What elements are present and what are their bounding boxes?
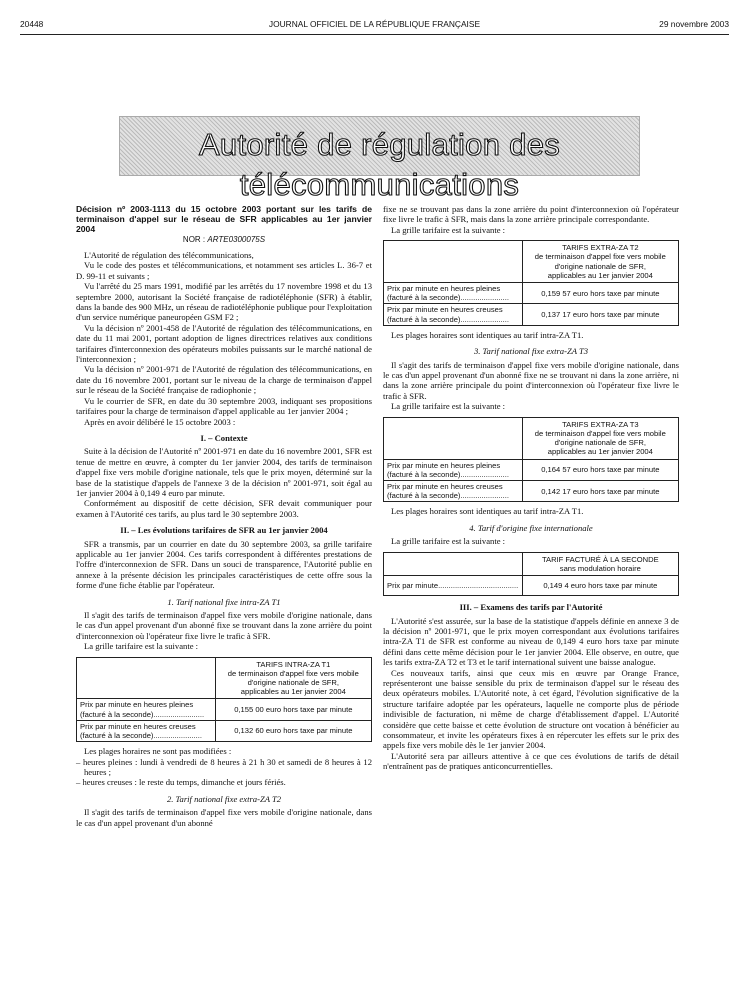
table-header-desc: de terminaison d'appel fixe vers mobile d'origine nationale de SFR, bbox=[534, 252, 666, 271]
row-label: Prix par minute en heures pleines (facturé à la seconde)........................ bbox=[77, 699, 216, 720]
table-header bbox=[215, 657, 371, 699]
paragraph: Vu la décision nº 2001-458 de l'Autorité de régulation des télécommunications, en date du 11 mai 2001, portant adoption de lignes directrices relatives aux conditions tarifaires d'interconnexion des opérateurs mobiles puissants sur le marché national de l'interconnexion ; bbox=[76, 322, 372, 365]
time-slots-list bbox=[76, 757, 372, 788]
table-row bbox=[384, 304, 679, 325]
section-heading: III. – Examens des tarifs par l'Autorité bbox=[459, 602, 603, 613]
table-row bbox=[384, 480, 679, 501]
tariff-table-international bbox=[383, 552, 679, 597]
paragraph: La grille tarifaire est la suivante : bbox=[84, 641, 199, 652]
paragraph: Vu le code des postes et télécommunications, et notamment ses articles L. 36-7 et D. 99-11 et suivants ; bbox=[76, 260, 372, 281]
tariff-table-t1 bbox=[76, 657, 372, 743]
table-header-desc: de terminaison d'appel fixe vers mobile d'origine nationale de SFR, bbox=[227, 668, 359, 688]
table-row bbox=[384, 283, 679, 304]
section-heading: I. – Contexte bbox=[200, 432, 248, 443]
section-banner bbox=[119, 116, 640, 202]
right-column bbox=[383, 204, 679, 772]
row-value: 0,164 57 euro hors taxe par minute bbox=[522, 459, 678, 480]
table-header-date: applicables au 1er janvier 2004 bbox=[547, 270, 653, 280]
table-header-date: applicables au 1er janvier 2004 bbox=[547, 447, 653, 457]
paragraph: Vu le courrier de SFR, en date du 30 septembre 2003, indiquant ses propositions tarifaires pour la charge de terminaison d'appel applicable au 1er janvier 2004 ; bbox=[76, 395, 372, 417]
table-blank-cell bbox=[384, 241, 523, 283]
paragraph: Suite à la décision de l'Autorité nº 2001-971 en date du 16 novembre 2001, SFR est tenue de mettre en œuvre, à compter du 1er janvier 2004, des tarifs de terminaison d'appel fixe vers mobile d'origine nationale, tels que le prix moyen, déterminé sur la base de la statistique d'appels de l'annexe 3 de la décision nº 2001-971, soit égal au 1er janvier 2004 à 0,149 4 euro par minute. bbox=[76, 446, 372, 498]
tariff-table-t2 bbox=[383, 240, 679, 326]
row-label: Prix par minute en heures pleines (facturé à la seconde)....................... bbox=[384, 459, 523, 480]
tariff-table-t3 bbox=[383, 417, 679, 503]
table-header-title: TARIFS EXTRA-ZA T3 bbox=[562, 419, 639, 429]
table-blank-cell bbox=[384, 417, 523, 459]
row-label: Prix par minute en heures creuses (facturé à la seconde)....................... bbox=[384, 304, 523, 325]
paragraph: SFR a transmis, par un courrier en date du 30 septembre 2003, sa grille tarifaire applicable au 1er janvier 2004. Ces tarifs correspondent à différentes prestations de l'offre d'interconnexion de SFR. Dans un souci de transparence, l'Autorité publie en annexe à la présente décision les principales caractéristiques de cette offre sous la forme d'une fiche établie par l'opérateur. bbox=[76, 538, 372, 591]
paragraph: Il s'agit des tarifs de terminaison d'appel fixe vers mobile d'origine nationale, dans le cas d'un appel provenant d'un abonné bbox=[76, 807, 372, 828]
table-row bbox=[384, 459, 679, 480]
row-label: Prix par minute en heures pleines (facturé à la seconde)....................... bbox=[384, 283, 523, 304]
table-header bbox=[522, 417, 678, 459]
issue-date: 29 novembre 2003 bbox=[659, 19, 729, 29]
paragraph: L'Autorité s'est assurée, sur la base de la statistique d'appels définie en annexe 3 de la décision nº 2001-971, que le prix moyen correspondant aux évolutions tarifaires intra-ZA T1 de SFR est conforme au niveau de 0,149 4 euro hors taxe par minute défini dans cette même décision pour le 1er janvier 2004. Elle observe, en outre, que les tarifs extra-ZA T2 et T3 et le tarif international suivent une baisse analogue. bbox=[383, 615, 679, 668]
subsection-heading: 2. Tarif national fixe extra-ZA T2 bbox=[166, 793, 282, 804]
left-column bbox=[76, 204, 372, 828]
list-item: – heures creuses : le reste du temps, dimanche et jours fériés. bbox=[76, 777, 286, 788]
row-label: Prix par minute en heures creuses (facturé à la seconde)....................... bbox=[384, 480, 523, 501]
table-row bbox=[77, 699, 372, 720]
section-heading: II. – Les évolutions tarifaires de SFR au 1er janvier 2004 bbox=[120, 525, 328, 536]
header-rule bbox=[20, 34, 729, 35]
table-header-title: TARIFS INTRA-ZA T1 bbox=[256, 659, 331, 669]
list-item: – heures pleines : lundi à vendredi de 8 heures à 21 h 30 et samedi de 8 heures à 12 heures ; bbox=[76, 756, 372, 778]
table-row bbox=[384, 575, 679, 595]
paragraph: Les plages horaires sont identiques au tarif intra-ZA T1. bbox=[391, 329, 584, 340]
page-header bbox=[20, 19, 729, 33]
row-value: 0,155 00 euro hors taxe par minute bbox=[215, 699, 371, 720]
page-number: 20448 bbox=[20, 19, 44, 29]
subsection-heading: 1. Tarif national fixe intra-ZA T1 bbox=[167, 596, 281, 607]
paragraph: fixe ne se trouvant pas dans la zone arrière du point d'interconnexion où l'opérateur fixe livre le trafic à SFR, mais dans la zone arrière principale correspondante. bbox=[383, 204, 679, 225]
table-header-desc: sans modulation horaire bbox=[559, 563, 641, 573]
decision-title: Décision nº 2003-1113 du 15 octobre 2003 portant sur les tarifs de terminaison d'appel sur le réseau de SFR applicables au 1er janvier 2004 bbox=[76, 204, 372, 235]
journal-title: JOURNAL OFFICIEL DE LA RÉPUBLIQUE FRANÇAISE bbox=[268, 19, 481, 29]
paragraph: Ces nouveaux tarifs, ainsi que ceux mis en œuvre par Orange France, représenteront une baisse sensible du prix de terminaison d'appel sur le réseau des deux opérateurs mobiles. L'Autorité note, à cet égard, l'évolution significative de la structure tarifaire adoptée par les opérateurs, laquelle ne comporte plus de période indivisible de facturation, ni même de charge d'établissement d'appel. L'Autorité considère que cette baisse et cette évolution de structure ont vocation à bénéficier au consommateur, et invite les opérateurs fixes à en répercuter les effets sur le prix des appels fixe vers mobile dès le 1er janvier 2004. bbox=[383, 667, 679, 751]
table-blank-cell bbox=[77, 657, 216, 699]
row-label: Prix par minute en heures creuses (facturé à la seconde)....................... bbox=[77, 720, 216, 741]
nor-label: NOR : bbox=[182, 234, 206, 244]
paragraph: La grille tarifaire est la suivante : bbox=[391, 536, 506, 547]
table-header-desc: de terminaison d'appel fixe vers mobile d'origine nationale de SFR, bbox=[534, 428, 666, 448]
subsection-heading: 3. Tarif national fixe extra-ZA T3 bbox=[473, 346, 589, 357]
table-blank-cell bbox=[384, 552, 523, 575]
paragraph: La grille tarifaire est la suivante : bbox=[391, 224, 506, 235]
paragraph: Vu la décision nº 2001-971 de l'Autorité de régulation des télécommunications, en date du 16 novembre 2001, portant sur le niveau de la charge de terminaison d'appel sur le réseau de la Société française de radiophonie ; bbox=[76, 364, 372, 396]
table-header-title: TARIFS EXTRA-ZA T2 bbox=[562, 243, 639, 253]
nor-reference bbox=[76, 235, 372, 245]
row-value: 0,137 17 euro hors taxe par minute bbox=[522, 304, 678, 325]
paragraph: L'Autorité sera par ailleurs attentive à ce que ces évolutions de tarifs de détail n'entraînent pas de pratiques anticoncurrentielles. bbox=[383, 750, 679, 772]
table-row bbox=[77, 720, 372, 741]
paragraph: Après en avoir délibéré le 15 octobre 2003 : bbox=[84, 416, 236, 427]
table-header bbox=[522, 552, 678, 575]
paragraph: Les plages horaires sont identiques au tarif intra-ZA T1. bbox=[391, 506, 584, 517]
paragraph: La grille tarifaire est la suivante : bbox=[391, 401, 506, 412]
row-value: 0,142 17 euro hors taxe par minute bbox=[522, 480, 678, 501]
row-value: 0,159 57 euro hors taxe par minute bbox=[522, 283, 678, 304]
paragraph: L'Autorité de régulation des télécommunications, bbox=[84, 250, 254, 261]
row-value: 0,149 4 euro hors taxe par minute bbox=[522, 575, 678, 595]
row-label: Prix par minute...................................... bbox=[384, 575, 523, 595]
banner-title: Autorité de régulation des télécommunications bbox=[198, 127, 561, 202]
paragraph: Il s'agit des tarifs de terminaison d'appel fixe vers mobile d'origine nationale, dans le cas d'un appel provenant d'un abonné fixe ne se trouvant ni dans la zone arrière, ni dans la zone arrière principale du point d'interconnexion où l'opérateur fixe livre le trafic à SFR. bbox=[383, 359, 679, 401]
table-header-date: applicables au 1er janvier 2004 bbox=[240, 687, 346, 697]
paragraph: Il s'agit des tarifs de terminaison d'appel fixe vers mobile d'origine nationale, dans le cas d'un appel provenant d'un abonné fixe se trouvant dans la zone arrière du point d'interconnexion où l'opérateur fixe livre le trafic à SFR. bbox=[76, 610, 372, 641]
paragraph: Conformément au dispositif de cette décision, SFR devait communiquer pour examen à l'Autorité ces tarifs, au plus tard le 30 septembre 2003. bbox=[76, 498, 372, 519]
subsection-heading: 4. Tarif d'origine fixe internationale bbox=[469, 522, 593, 533]
nor-value: ARTE0300075S bbox=[207, 234, 266, 244]
paragraph: Les plages horaires ne sont pas modifiées : bbox=[84, 746, 232, 757]
paragraph: Vu l'arrêté du 25 mars 1991, modifié par les arrêtés du 17 novembre 1998 et du 13 septembre 2000, autorisant la Société française de radiotéléphonie (SFR) à établir, dans la bande des 900 MHz, un réseau de radiotéléphonie publique pour l'exploitation d'un service numérique paneuropéen GSM F2 ; bbox=[76, 281, 372, 323]
table-header bbox=[522, 241, 678, 283]
row-value: 0,132 60 euro hors taxe par minute bbox=[215, 720, 371, 741]
table-header-title: TARIF FACTURÉ À LA SECONDE bbox=[541, 554, 659, 564]
